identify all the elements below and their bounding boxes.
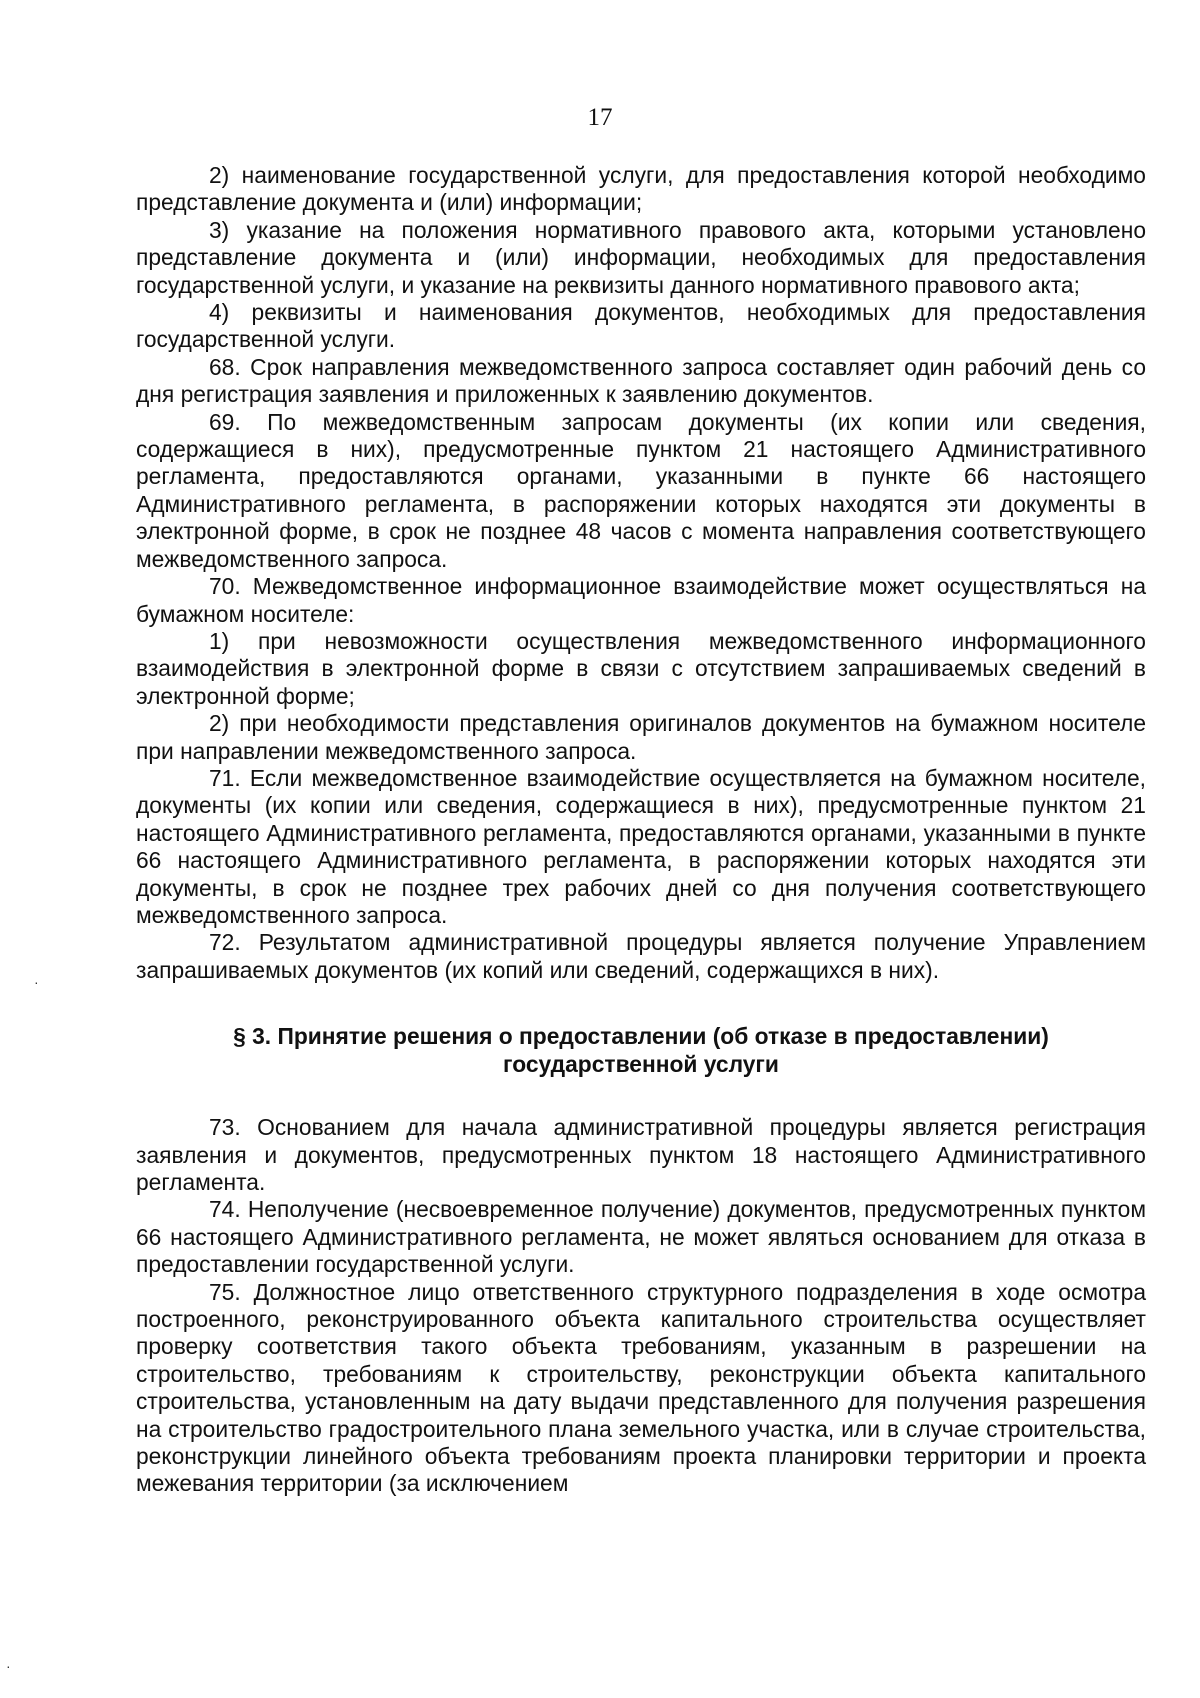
page-number: 17	[587, 104, 613, 131]
paragraph-item-3: 3) указание на положения нормативного правового акта, которыми установлено представление документа и (или) информации, необходимых для предоставления государственной услуги, и указание на реквизиты данного нормативного правового акта;	[136, 216, 1146, 298]
paragraph-70: 70. Межведомственное информационное взаимодействие может осуществляться на бумажном носителе:	[136, 573, 1146, 627]
section-heading	[136, 1022, 1146, 1078]
paragraph-72: 72. Результатом административной процедуры является получение Управлением запрашиваемых документов (их копий или сведений, содержащихся в них).	[136, 929, 1146, 983]
paragraph-74: 74. Неполучение (несвоевременное получение) документов, предусмотренных пунктом 66 настоящего Административного регламента, не может являться основанием для отказа в предоставлении государственной услуги.	[136, 1196, 1146, 1278]
margin-mark: ·	[34, 974, 39, 990]
paragraph-71: 71. Если межведомственное взаимодействие осуществляется на бумажном носителе, документы (их копии или сведения, содержащиеся в них), предусмотренные пунктом 21 настоящего Административного регламента, предоставляются органами, указанными в пункте 66 настоящего Административного регламента, в распоряжении которых находятся эти документы, в срок не позднее трех рабочих дней со дня получения соответствующего межведомственного запроса.	[136, 764, 1146, 928]
margin-mark: ·	[6, 1658, 11, 1674]
paragraph-73: 73. Основанием для начала административной процедуры является регистрация заявления и документов, предусмотренных пунктом 18 настоящего Административного регламента.	[136, 1114, 1146, 1195]
paragraph-70-item-2: 2) при необходимости представления оригиналов документов на бумажном носителе при направлении межведомственного запроса.	[136, 710, 1146, 764]
paragraph-item-4: 4) реквизиты и наименования документов, необходимых для предоставления государственной услуги.	[136, 299, 1146, 353]
paragraph-item-2: 2) наименование государственной услуги, для предоставления которой необходимо представление документа и (или) информации;	[136, 162, 1146, 216]
section-heading-line-2: государственной услуги	[503, 1051, 779, 1078]
section-heading-line-1: § 3. Принятие решения о предоставлении (об отказе в предоставлении)	[233, 1023, 1049, 1050]
paragraph-69: 69. По межведомственным запросам документы (их копии или сведения, содержащиеся в них), предусмотренные пунктом 21 настоящего Административного регламента, предоставляются органами, указанными в пункте 66 настоящего Административного регламента, в распоряжении которых находятся эти документы в электронной форме, в срок не позднее 48 часов с момента направления соответствующего межведомственного запроса.	[136, 408, 1146, 572]
paragraph-70-item-1: 1) при невозможности осуществления межведомственного информационного взаимодействия в электронной форме в связи с отсутствием запрашиваемых сведений в электронной форме;	[136, 627, 1146, 709]
document-body	[136, 162, 1146, 1498]
paragraph-75: 75. Должностное лицо ответственного структурного подразделения в ходе осмотра построенного, реконструированного объекта капитального строительства осуществляет проверку соответствия такого объекта требованиям, указанным в разрешении на строительство, требованиям к строительству, реконструкции объекта капитального строительства, установленным на дату выдачи представленного для получения разрешения на строительство градостроительного плана земельного участка, или в случае строительства, реконструкции линейного объекта требованиям проекта планировки территории и проекта межевания территории (за исключением	[136, 1278, 1146, 1497]
paragraph-68: 68. Срок направления межведомственного запроса составляет один рабочий день со дня регистрация заявления и приложенных к заявлению документов.	[136, 353, 1146, 408]
